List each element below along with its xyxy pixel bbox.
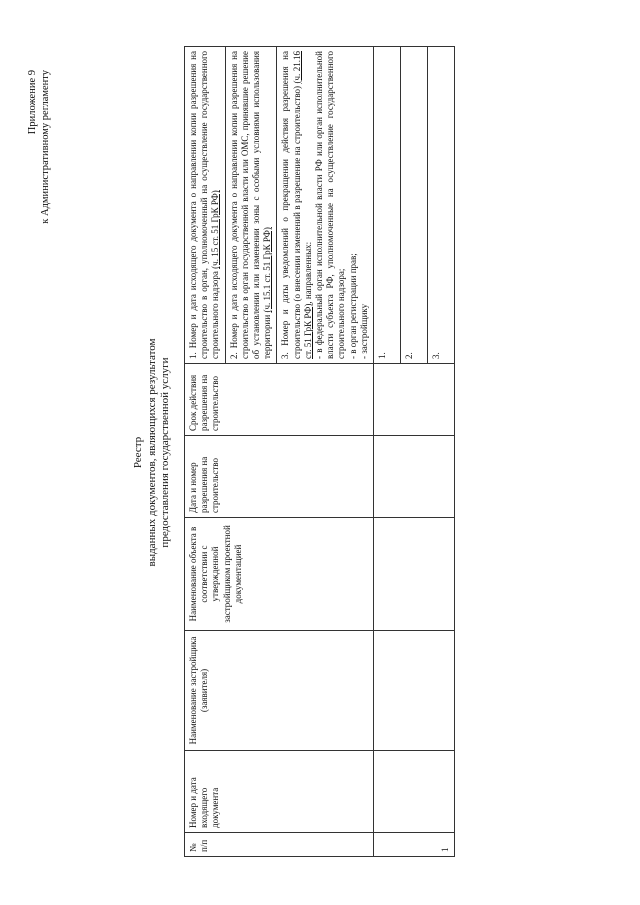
row1-object-cell [374,518,455,631]
row1-developer-cell [374,631,455,751]
row1-num: 1 [374,833,455,857]
header-item1-ref: (ч. 15 ст. 51 ГрК РФ) [210,190,221,269]
title-line-2: выданных документов, являющихся результатом [145,338,158,567]
header-copy-to-authority [225,47,277,364]
header-developer: Наименование застройщика (заявителя) [185,631,374,751]
header-num: № п/п [185,833,374,857]
header-item3-bullet-1: - в федеральный орган исполнительной власти РФ или орган исполнительной власти субъекта РФ, уполномоченные на осуществление государственного строительного надзора; [314,51,347,359]
row1-sub-3: 3. [428,47,455,364]
appendix-line-2: к Административному регламенту [40,70,51,224]
header-copy-to-supervision [185,47,226,364]
appendix-line-1: Приложение 9 [27,70,38,135]
header-item3-ref: (ч. 21.16 ст. 51 ГрК РФ) [291,50,313,359]
row1-permit-cell [374,436,455,518]
document-title [132,0,173,905]
header-incoming-document: Номер и дата входящего документа [185,751,374,833]
header-item3-bullet-3: - застройщику [358,303,369,359]
header-item3-text: 3. Номер и даты уведомлений о прекращении действия разрешения на строительство (о внесении изменений в разрешение на строительство) [280,51,302,359]
title-line-3: предоставления государственной услуги [159,357,171,548]
header-notifications [277,47,374,364]
header-item2-text: 2. Номер и дата исходящего документа о направлении копии разрешения на строительство в орган государственной власти или ОМС, принявшие решение об установлении или изменении зоны с особыми условиями использования территории [228,51,273,359]
header-object: Наименование объекта в соответствии с утвержденной застройщиком проектной документацией [185,518,374,631]
header-term: Срок действия разрешения на строительство [185,364,374,436]
header-item3-bullet-2: - в орган регистрации прав; [347,253,358,359]
header-item2-ref: (ч. 15.1 ст. 51 ГрК РФ) [262,227,273,313]
appendix-note [26,70,52,224]
header-item3-tail: , направленных: [302,241,313,304]
table-row [374,47,401,857]
row1-sub-2: 2. [401,47,428,364]
title-line-1: Реестр [132,436,144,469]
row1-incoming-cell [374,751,455,833]
row1-term-cell [374,364,455,436]
row1-sub-1: 1. [374,47,401,364]
header-permit: Дата и номер разрешения на строительство [185,436,374,518]
registry-table [184,46,455,857]
table-row [185,47,226,857]
header-item1-text: 1. Номер и дата исходящего документа о направлении копии разрешения на строительство в орган, уполномоченный на осуществление государственного строительного надзора [188,51,221,359]
